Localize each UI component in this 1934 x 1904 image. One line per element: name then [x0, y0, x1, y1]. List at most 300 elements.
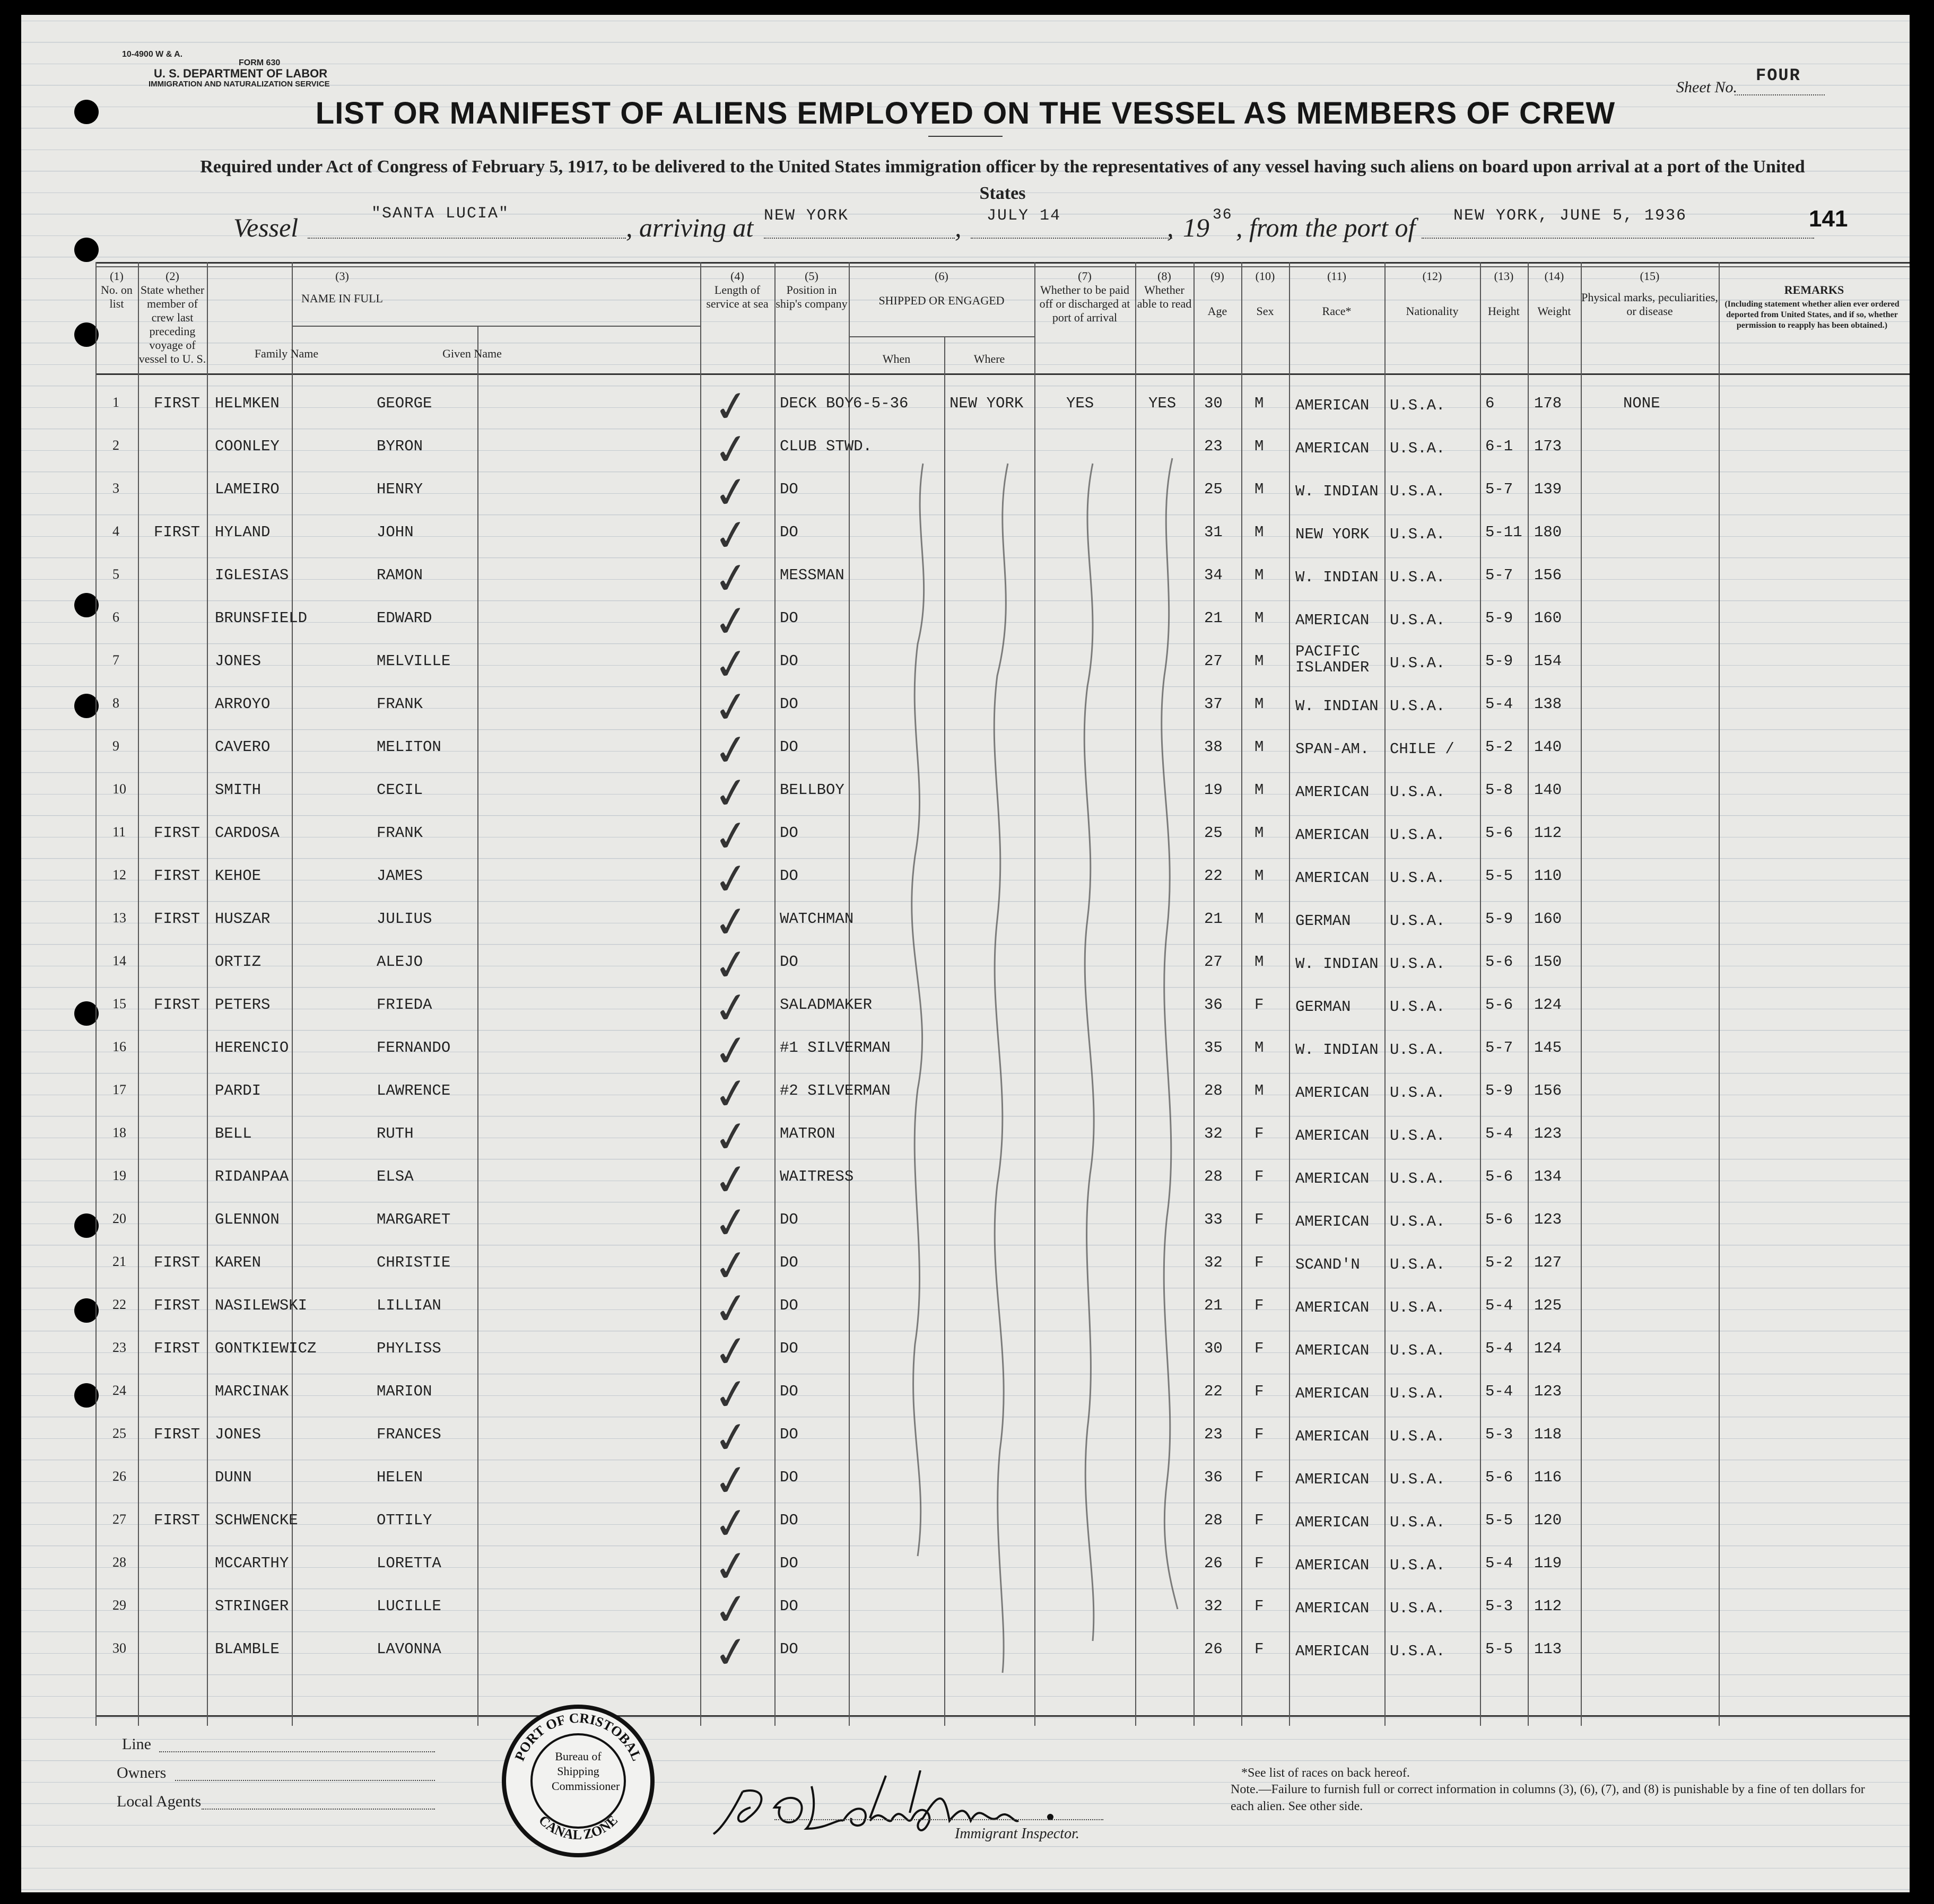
family-name-cell: DUNN	[215, 1469, 252, 1486]
table-row	[95, 551, 1910, 609]
shipped-where-cell: NEW YORK	[949, 395, 1024, 412]
weight-cell: 119	[1534, 1554, 1562, 1572]
col-label: Weight	[1537, 304, 1571, 318]
table-row	[95, 1410, 1910, 1469]
race-cell: AMERICAN	[1295, 1557, 1370, 1574]
checkmark-icon: ✓	[710, 1324, 753, 1379]
row-number-cell: 29	[112, 1597, 126, 1613]
page-title: LIST OR MANIFEST OF ALIENS EMPLOYED ON THE VESSEL AS MEMBERS OF CREW	[315, 96, 1616, 130]
given-name-cell: OTTILY	[377, 1512, 432, 1529]
sex-cell: M	[1255, 481, 1264, 498]
nationality-cell: U.S.A.	[1390, 1342, 1445, 1359]
sex-cell: M	[1255, 867, 1264, 885]
family-name-cell: BRUNSFIELD	[215, 609, 308, 627]
sex-cell: M	[1255, 738, 1264, 756]
row-number-cell: 21	[112, 1254, 126, 1269]
race-cell: W. INDIAN	[1295, 569, 1379, 586]
nationality-cell: U.S.A.	[1390, 569, 1445, 586]
position-cell: DO	[780, 523, 798, 541]
family-name-cell: ORTIZ	[215, 953, 262, 971]
race-cell: AMERICAN	[1295, 1084, 1370, 1102]
sex-cell: F	[1255, 1125, 1264, 1142]
race-cell: SPAN-AM.	[1295, 740, 1370, 758]
table-row	[95, 1067, 1910, 1125]
table-row	[95, 766, 1910, 824]
position-cell: DO	[780, 1554, 798, 1572]
race-cell: PACIFIC ISLANDER	[1295, 643, 1370, 676]
year-prefix: 19	[1183, 213, 1209, 242]
nationality-cell: CHILE /	[1390, 740, 1454, 758]
nationality-cell: U.S.A.	[1390, 1170, 1445, 1187]
family-name-cell: BELL	[215, 1125, 252, 1142]
col-label: Position in ship's company	[776, 283, 848, 310]
voyage-status-cell: FIRST	[154, 1426, 201, 1443]
family-name-cell: SCHWENCKE	[215, 1512, 298, 1529]
position-cell: MATRON	[780, 1125, 835, 1142]
table-row	[95, 723, 1910, 781]
sex-cell: F	[1255, 1469, 1264, 1486]
height-cell: 5-3	[1485, 1597, 1513, 1615]
col-shipped-when: When	[882, 352, 911, 365]
weight-cell: 112	[1534, 824, 1562, 842]
weight-cell: 116	[1534, 1469, 1562, 1486]
age-cell: 26	[1204, 1640, 1223, 1658]
col-label: Age	[1207, 304, 1227, 318]
col-remarks-note: (Including statement whether alien ever ordered deported from United States, and if so, whether permission to reapply has been obtained.)	[1724, 300, 1900, 330]
height-cell: 5-4	[1485, 1554, 1513, 1572]
checkmark-icon: ✓	[710, 1152, 753, 1207]
given-name-cell: FRANCES	[377, 1426, 441, 1443]
age-cell: 32	[1204, 1597, 1223, 1615]
checkmark-icon: ✓	[710, 1024, 753, 1078]
position-cell: DO	[780, 1211, 798, 1228]
race-cell: AMERICAN	[1295, 869, 1370, 887]
weight-cell: 124	[1534, 1340, 1562, 1357]
nationality-cell: U.S.A.	[1390, 1041, 1445, 1059]
col-label: Whether to be paid off or discharged at port of arrival	[1039, 283, 1130, 324]
position-cell: DO	[780, 652, 798, 670]
family-name-cell: HUSZAR	[215, 910, 271, 928]
weight-cell: 139	[1534, 481, 1562, 498]
row-number-cell: 11	[112, 824, 126, 840]
race-cell: AMERICAN	[1295, 1299, 1370, 1316]
table-row	[95, 1453, 1910, 1512]
race-cell: SCAND'N	[1295, 1256, 1360, 1273]
family-name-cell: COONLEY	[215, 438, 280, 455]
family-name-cell: LAMEIRO	[215, 481, 280, 498]
row-number-cell: 25	[112, 1426, 126, 1441]
position-cell: SALADMAKER	[780, 996, 873, 1014]
table-row	[95, 895, 1910, 953]
row-number-cell: 15	[112, 996, 126, 1011]
race-cell: AMERICAN	[1295, 612, 1370, 629]
given-name-cell: MARGARET	[377, 1211, 451, 1228]
position-cell: CLUB STWD.	[780, 438, 873, 455]
checkmark-icon: ✓	[710, 1195, 753, 1250]
age-cell: 21	[1204, 609, 1223, 627]
comma-separator: ,	[955, 213, 962, 242]
race-cell: W. INDIAN	[1295, 955, 1379, 973]
height-cell: 5-4	[1485, 1125, 1513, 1142]
nationality-cell: U.S.A.	[1390, 1127, 1445, 1145]
table-row	[95, 1496, 1910, 1554]
height-cell: 5-2	[1485, 738, 1513, 756]
service-name: IMMIGRATION AND NATURALIZATION SERVICE	[149, 80, 330, 89]
col-number: (15)	[1640, 269, 1660, 283]
voyage-status-cell: FIRST	[154, 395, 201, 412]
col-number: (8)	[1157, 269, 1171, 283]
col-label: Whether able to read	[1137, 283, 1192, 310]
col-number: (5)	[805, 269, 818, 283]
weight-cell: 160	[1534, 609, 1562, 627]
family-name-cell: CAVERO	[215, 738, 271, 756]
nationality-cell: U.S.A.	[1390, 526, 1445, 543]
nationality-cell: U.S.A.	[1390, 1600, 1445, 1617]
voyage-status-cell: FIRST	[154, 1254, 201, 1271]
given-name-cell: BYRON	[377, 438, 423, 455]
col-number: (11)	[1327, 269, 1346, 283]
height-cell: 5-6	[1485, 1211, 1513, 1228]
nationality-cell: U.S.A.	[1390, 440, 1445, 457]
table-row	[95, 1281, 1910, 1340]
age-cell: 34	[1204, 566, 1223, 584]
age-cell: 30	[1204, 1340, 1223, 1357]
family-name-cell: HYLAND	[215, 523, 271, 541]
nationality-cell: U.S.A.	[1390, 955, 1445, 973]
checkmark-icon: ✓	[710, 594, 753, 649]
col-label: Race*	[1322, 304, 1352, 318]
checkmark-icon: ✓	[710, 938, 753, 992]
from-port-underline	[1422, 238, 1814, 239]
weight-cell: 140	[1534, 781, 1562, 799]
height-cell: 5-6	[1485, 1469, 1513, 1486]
from-port-label: , from the port of	[1236, 213, 1416, 242]
row-number-cell: 4	[112, 523, 119, 539]
height-cell: 5-9	[1485, 652, 1513, 670]
sex-cell: M	[1255, 438, 1264, 455]
table-row	[95, 1324, 1910, 1383]
height-cell: 5-4	[1485, 695, 1513, 713]
position-cell: #1 SILVERMAN	[780, 1039, 891, 1056]
nationality-cell: U.S.A.	[1390, 1514, 1445, 1531]
given-name-cell: FRIEDA	[377, 996, 432, 1014]
table-row	[95, 508, 1910, 566]
signature-underline	[774, 1819, 1103, 1820]
arriving-underline	[764, 238, 955, 239]
height-cell: 5-7	[1485, 566, 1513, 584]
table-row	[95, 1024, 1910, 1082]
position-cell: WAITRESS	[780, 1168, 854, 1185]
nationality-cell: U.S.A.	[1390, 912, 1445, 930]
nationality-cell: U.S.A.	[1390, 654, 1445, 672]
page-subtitle: Required under Act of Congress of February 5, 1917, to be delivered to the United States immigration officer by the representatives of any vessel having such aliens on board upon arrival at a port of the United States	[200, 157, 1805, 203]
given-name-cell: MELITON	[377, 738, 441, 756]
height-cell: 5-5	[1485, 867, 1513, 885]
row-number-cell: 14	[112, 953, 126, 968]
weight-cell: 178	[1534, 395, 1562, 412]
age-cell: 36	[1204, 996, 1223, 1014]
family-name-cell: JONES	[215, 652, 262, 670]
race-cell: AMERICAN	[1295, 1127, 1370, 1145]
weight-cell: 123	[1534, 1383, 1562, 1400]
race-cell: AMERICAN	[1295, 1428, 1370, 1445]
races-note: *See list of races on back hereof.	[1241, 1766, 1410, 1780]
row-number-cell: 1	[112, 395, 119, 410]
manifest-sheet	[21, 15, 1910, 1892]
sex-cell: M	[1255, 395, 1264, 412]
given-name-cell: FRANK	[377, 824, 423, 842]
nationality-cell: U.S.A.	[1390, 697, 1445, 715]
given-name-cell: RAMON	[377, 566, 423, 584]
position-cell: DO	[780, 1340, 798, 1357]
sheet-number-label: Sheet No.	[1676, 78, 1737, 96]
race-cell: W. INDIAN	[1295, 697, 1379, 715]
checkmark-icon: ✓	[710, 379, 753, 434]
table-row	[95, 379, 1910, 438]
table-row	[95, 680, 1910, 738]
weight-cell: 150	[1534, 953, 1562, 971]
age-cell: 31	[1204, 523, 1223, 541]
race-cell: W. INDIAN	[1295, 1041, 1379, 1059]
height-cell: 5-4	[1485, 1383, 1513, 1400]
row-number-cell: 26	[112, 1469, 126, 1484]
age-cell: 27	[1204, 652, 1223, 670]
col-label: Physical marks, peculiarities, or disease	[1581, 291, 1718, 318]
table-row	[95, 981, 1910, 1039]
col-number: (3)	[335, 269, 349, 283]
given-name-cell: RUTH	[377, 1125, 414, 1142]
given-name-cell: MELVILLE	[377, 652, 451, 670]
height-cell: 5-9	[1485, 910, 1513, 928]
family-name-cell: MCCARTHY	[215, 1554, 289, 1572]
weight-cell: 134	[1534, 1168, 1562, 1185]
form-code: 10-4900 W & A.	[122, 50, 183, 59]
table-row	[95, 422, 1910, 481]
nationality-cell: U.S.A.	[1390, 826, 1445, 844]
physical-marks-cell: NONE	[1623, 395, 1660, 412]
given-name-cell: GEORGE	[377, 395, 432, 412]
family-name-cell: PETERS	[215, 996, 271, 1014]
row-number-cell: 9	[112, 738, 119, 754]
table-row	[95, 809, 1910, 867]
given-name-cell: MARION	[377, 1383, 432, 1400]
age-cell: 26	[1204, 1554, 1223, 1572]
voyage-status-cell: FIRST	[154, 996, 201, 1014]
weight-cell: 180	[1534, 523, 1562, 541]
race-cell: AMERICAN	[1295, 1213, 1370, 1230]
family-name-cell: GLENNON	[215, 1211, 280, 1228]
sex-cell: M	[1255, 953, 1264, 971]
given-name-cell: CHRISTIE	[377, 1254, 451, 1271]
position-cell: DO	[780, 1597, 798, 1615]
line-underline	[159, 1751, 435, 1752]
arriving-label: , arriving at	[626, 213, 754, 242]
race-cell: AMERICAN	[1295, 1514, 1370, 1531]
table-row	[95, 637, 1910, 695]
weight-cell: 124	[1534, 996, 1562, 1014]
age-cell: 21	[1204, 910, 1223, 928]
family-name-cell: KAREN	[215, 1254, 262, 1271]
arrival-date: JULY 14	[987, 207, 1061, 225]
nationality-cell: U.S.A.	[1390, 1428, 1445, 1445]
row-number-cell: 7	[112, 652, 119, 668]
weight-cell: 156	[1534, 1082, 1562, 1099]
table-row	[95, 1152, 1910, 1211]
sex-cell: M	[1255, 781, 1264, 799]
height-cell: 5-4	[1485, 1297, 1513, 1314]
checkmark-icon: ✓	[710, 981, 753, 1035]
sex-cell: M	[1255, 609, 1264, 627]
race-cell: AMERICAN	[1295, 1471, 1370, 1488]
given-name-cell: PHYLISS	[377, 1340, 441, 1357]
checkmark-icon: ✓	[710, 1582, 753, 1637]
checkmark-icon: ✓	[710, 508, 753, 563]
family-name-cell: NASILEWSKI	[215, 1297, 308, 1314]
age-cell: 36	[1204, 1469, 1223, 1486]
age-cell: 33	[1204, 1211, 1223, 1228]
nationality-cell: U.S.A.	[1390, 1084, 1445, 1102]
height-cell: 5-6	[1485, 996, 1513, 1014]
col-family-name: Family Name	[254, 347, 319, 360]
table-row	[95, 1238, 1910, 1297]
stamp-bottom-text: CANAL ZONE	[535, 1812, 621, 1843]
height-cell: 5-9	[1485, 609, 1513, 627]
race-cell: AMERICAN	[1295, 1170, 1370, 1187]
checkmark-icon: ✓	[710, 422, 753, 477]
family-name-cell: PARDI	[215, 1082, 262, 1099]
form-number: FORM 630	[239, 58, 281, 67]
voyage-status-cell: FIRST	[154, 910, 201, 928]
punch-hole	[74, 238, 99, 262]
race-cell: AMERICAN	[1295, 440, 1370, 457]
checkmark-icon: ✓	[710, 852, 753, 906]
position-cell: DECK BOY	[780, 395, 854, 412]
given-name-cell: ALEJO	[377, 953, 423, 971]
row-number-cell: 23	[112, 1340, 126, 1355]
weight-cell: 156	[1534, 566, 1562, 584]
height-cell: 5-5	[1485, 1512, 1513, 1529]
position-cell: DO	[780, 953, 798, 971]
row-number-cell: 5	[112, 566, 119, 582]
local-agents-label: Local Agents	[117, 1793, 202, 1810]
voyage-status-cell: FIRST	[154, 824, 201, 842]
col-label: Height	[1488, 304, 1520, 318]
table-row	[95, 938, 1910, 996]
sex-cell: F	[1255, 1168, 1264, 1185]
nationality-cell: U.S.A.	[1390, 1557, 1445, 1574]
nationality-cell: U.S.A.	[1390, 869, 1445, 887]
weight-cell: 113	[1534, 1640, 1562, 1658]
weight-cell: 118	[1534, 1426, 1562, 1443]
age-cell: 22	[1204, 867, 1223, 885]
height-cell: 6-1	[1485, 438, 1513, 455]
row-number-cell: 13	[112, 910, 126, 925]
checkmark-icon: ✓	[710, 895, 753, 949]
age-cell: 35	[1204, 1039, 1223, 1056]
checkmark-icon: ✓	[710, 1110, 753, 1164]
arriving-port: NEW YORK	[764, 207, 849, 225]
table-row	[95, 1539, 1910, 1597]
position-cell: DO	[780, 695, 798, 713]
checkmark-icon: ✓	[710, 680, 753, 735]
race-cell: GERMAN	[1295, 998, 1351, 1016]
col-number: (14)	[1544, 269, 1564, 283]
position-cell: #2 SILVERMAN	[780, 1082, 891, 1099]
year-suffix: 36	[1213, 207, 1233, 223]
row-number-cell: 8	[112, 695, 119, 711]
row-number-cell: 28	[112, 1554, 126, 1570]
row-number-cell: 3	[112, 481, 119, 496]
row-number-cell: 30	[112, 1640, 126, 1656]
age-cell: 28	[1204, 1082, 1223, 1099]
row-number-cell: 27	[112, 1512, 126, 1527]
table-row	[95, 1367, 1910, 1426]
table-row	[95, 594, 1910, 652]
family-name-cell: SMITH	[215, 781, 262, 799]
col-label: Length of service at sea	[706, 283, 769, 310]
sex-cell: F	[1255, 1640, 1264, 1658]
col-number: (9)	[1210, 269, 1224, 283]
col-label: State whether member of crew last preceding voyage of vessel to U. S.	[138, 283, 206, 365]
position-cell: DO	[780, 867, 798, 885]
family-name-cell: HELMKEN	[215, 395, 280, 412]
given-name-cell: LILLIAN	[377, 1297, 441, 1314]
checkmark-icon: ✓	[710, 1281, 753, 1336]
col-number: (12)	[1422, 269, 1442, 283]
col-label: Nationality	[1406, 304, 1459, 318]
position-cell: DO	[780, 824, 798, 842]
vessel-label: Vessel	[233, 213, 299, 242]
given-name-cell: JAMES	[377, 867, 423, 885]
row-number-cell: 12	[112, 867, 126, 883]
given-name-cell: LUCILLE	[377, 1597, 441, 1615]
weight-cell: 120	[1534, 1512, 1562, 1529]
height-cell: 5-7	[1485, 1039, 1513, 1056]
checkmark-icon: ✓	[710, 1067, 753, 1121]
owners-label: Owners	[117, 1764, 167, 1781]
race-cell: AMERICAN	[1295, 1342, 1370, 1359]
voyage-status-cell: FIRST	[154, 1297, 201, 1314]
col-number: (13)	[1494, 269, 1514, 283]
race-cell: AMERICAN	[1295, 783, 1370, 801]
col-label: No. on list	[101, 283, 133, 310]
penalty-note: Note.—Failure to furnish full or correct information in columns (3), (6), (7), and (8) is punishable by a fine of ten dollars for each alien. See other side.	[1231, 1783, 1865, 1813]
given-name-cell: HENRY	[377, 481, 423, 498]
position-cell: DO	[780, 1512, 798, 1529]
family-name-cell: IGLESIAS	[215, 566, 289, 584]
family-name-cell: GONTKIEWICZ	[215, 1340, 317, 1357]
age-cell: 28	[1204, 1168, 1223, 1185]
sex-cell: F	[1255, 1554, 1264, 1572]
sex-cell: F	[1255, 1426, 1264, 1443]
given-name-cell: JOHN	[377, 523, 414, 541]
nationality-cell: U.S.A.	[1390, 1471, 1445, 1488]
race-cell: W. INDIAN	[1295, 483, 1379, 500]
table-row	[95, 1195, 1910, 1254]
nationality-cell: U.S.A.	[1390, 783, 1445, 801]
age-cell: 27	[1204, 953, 1223, 971]
weight-cell: 123	[1534, 1211, 1562, 1228]
age-cell: 22	[1204, 1383, 1223, 1400]
col-number: (6)	[935, 269, 948, 283]
given-name-cell: FRANK	[377, 695, 423, 713]
checkmark-icon: ✓	[710, 1367, 753, 1422]
col-number: (7)	[1078, 269, 1092, 283]
row-number-cell: 19	[112, 1168, 126, 1183]
weight-cell: 173	[1534, 438, 1562, 455]
from-port: NEW YORK, JUNE 5, 1936	[1453, 207, 1687, 225]
checkmark-icon: ✓	[710, 1238, 753, 1293]
